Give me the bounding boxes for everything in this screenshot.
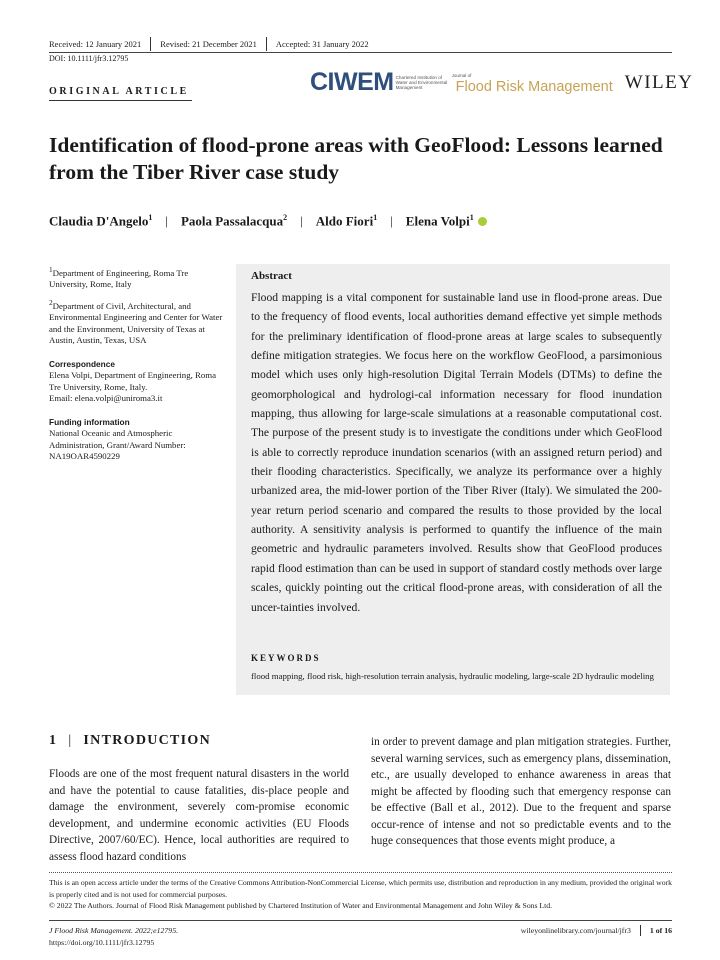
journal-citation: J Flood Risk Management. 2022;e12795. <box>49 926 179 935</box>
author-list <box>49 213 487 229</box>
received-date: Received: 12 January 2021 <box>49 39 142 49</box>
author[interactable] <box>181 213 287 229</box>
article-type-rule <box>49 100 192 101</box>
abstract-heading: Abstract <box>251 270 292 282</box>
affiliation-marker: 1 <box>373 213 378 222</box>
wiley-logo: WILEY <box>624 71 694 93</box>
doi-link[interactable]: https://doi.org/10.1111/jfr3.12795 <box>49 937 155 947</box>
article-type: ORIGINAL ARTICLE <box>49 86 189 97</box>
divider: | <box>300 213 303 229</box>
journal-of-label: Journal of <box>451 73 472 78</box>
funding-text: National Oceanic and Atmospheric Administration, Grant/Award Number: NA19OAR4590229 <box>49 428 186 462</box>
journal-site-link[interactable]: wileyonlinelibrary.com/journal/jfr3 <box>520 926 631 935</box>
footer-right <box>521 925 672 936</box>
footer-left <box>49 925 178 948</box>
revised-date: Revised: 21 December 2021 <box>160 39 257 49</box>
divider <box>150 37 151 51</box>
body-column-left: Floods are one of the most frequent natural disasters in the world and have the potential to cause fatalities, dis-place people and damage the environment, severely com-promise economic development, and undermine economic activities (EU Floods Directive, 2007/60/EC). Hence, local authorities are required to assess flood hazard conditions <box>49 768 349 863</box>
correspondence-heading: Correspondence <box>49 358 115 369</box>
page-number: 1 of 16 <box>649 926 672 935</box>
affiliation-2 <box>49 297 229 347</box>
article-dates <box>49 37 369 51</box>
affiliation-marker: 2 <box>283 213 288 222</box>
author-name: Elena Volpi <box>405 213 470 229</box>
affiliation-marker: 1 <box>469 213 474 222</box>
divider: | <box>68 733 73 748</box>
ciwem-logo: CIWEM <box>310 68 394 96</box>
author-name: Claudia D'Angelo <box>49 213 149 229</box>
ciwem-logo-subtitle: Chartered Institution of Water and Environmental Management <box>395 75 448 90</box>
funding-heading: Funding information <box>49 416 130 427</box>
author-name: Aldo Fiori <box>315 213 374 229</box>
body-column-right: in order to prevent damage and plan mitigation strategies. Further, several warning services, such as emergency plans, dissemination, etc., are usually developed to enhance awareness in areas that might be affected by flooding such that emergency response can be effective (Ball et al., 2012). Due to the frequent and sparse occur-rence of intense and not so predictable events and to the huge consequences that those events might produce, a <box>371 736 671 847</box>
orcid-icon[interactable] <box>478 217 487 226</box>
publisher-logos <box>310 68 693 97</box>
section-heading <box>49 733 211 749</box>
author[interactable] <box>316 213 377 229</box>
footer-rule <box>49 920 672 921</box>
paper-title: Identification of flood-prone areas with GeoFlood: Lessons learned from the Tiber River case study <box>49 133 663 184</box>
doi-text[interactable]: DOI: 10.1111/jfr3.12795 <box>49 54 129 63</box>
divider <box>640 925 641 936</box>
abstract-text: Flood mapping is a vital component for sustainable land use in flood-prone areas. Due to the frequency of flood events, local authorities demand effective yet simple methods for the preliminary identification of flood-prone areas at large scales to subsequently define mitigation strategies. We focus here on the workflow GeoFlood, a parsimonious model which uses only high-resolution Digital Terrain Models (DTMs) to define the geomorphological and hydrologi-cal information necessary for flood inundation mapping, thus allowing for large-scale simulations at a reasonable computational cost. The purpose of the present study is to investigate the conditions under which GeoFlood is able to correctly reproduce inundation scenarios (with an assigned return period) and their flooding characteristics. Specifically, we analyze its performance over a highly urbanized area, the mid-lower portion of the Tiber River (Italy). We simulated the 200-year return period scenario and compared the results to those provided by the local authority. A sensitivity analysis is performed to quantify the influence of the main geometric and hydraulic parameters involved. Results show that GeoFlood produces rapid flood estimation than can be used in support of standard costly methods over large scales, quickly pointing out the critical flood-prone areas, with consideration of all the uncer-tainties involved. <box>251 291 662 614</box>
affiliation-marker: 1 <box>148 213 153 222</box>
section-title: INTRODUCTION <box>83 733 212 748</box>
affiliation-text: Department of Civil, Architectural, and Environmental Engineering and Center for Water and the Environment, University of Texas at Austin, Austin, Texas, USA <box>49 300 223 346</box>
author-name: Paola Passalacqua <box>180 213 284 229</box>
accepted-date: Accepted: 31 January 2022 <box>275 39 369 49</box>
keywords-text: flood mapping, flood risk, high-resolution terrain analysis, hydraulic modeling, large-scale 2D hydraulic modeling <box>251 671 654 681</box>
footnote-rule <box>49 872 672 873</box>
journal-logo: Flood Risk Management <box>455 78 613 95</box>
affiliation-marker: 2 <box>49 297 53 307</box>
author[interactable] <box>406 213 474 229</box>
divider <box>266 37 267 51</box>
email-link[interactable]: Email: elena.volpi@uniroma3.it <box>49 393 163 404</box>
correspondence-text: Elena Volpi, Department of Engineering, Roma Tre University, Rome, Italy. <box>49 370 217 392</box>
copyright-text: © 2022 The Authors. Journal of Flood Risk Management published by Chartered Institution of Water and Environmental Management and John Wiley & Sons Ltd. <box>49 901 553 910</box>
author[interactable] <box>49 213 152 229</box>
divider: | <box>390 213 393 229</box>
header-rule <box>49 52 672 53</box>
license-footnote <box>49 877 672 912</box>
affiliation-marker: 1 <box>49 265 53 274</box>
license-text: This is an open access article under the terms of the Creative Commons Attribution-NonCommercial License, which permits use, distribution and reproduction in any medium, provided the original work is properly cited and is not used for commercial purposes. <box>49 878 672 899</box>
divider: | <box>165 213 168 229</box>
section-number: 1 <box>49 733 58 748</box>
keywords-heading: KEYWORDS <box>251 653 321 663</box>
affiliation-text: Department of Engineering, Roma Tre University, Rome, Italy <box>49 267 189 290</box>
article-info-sidebar <box>49 264 229 469</box>
affiliation-1 <box>49 264 229 291</box>
